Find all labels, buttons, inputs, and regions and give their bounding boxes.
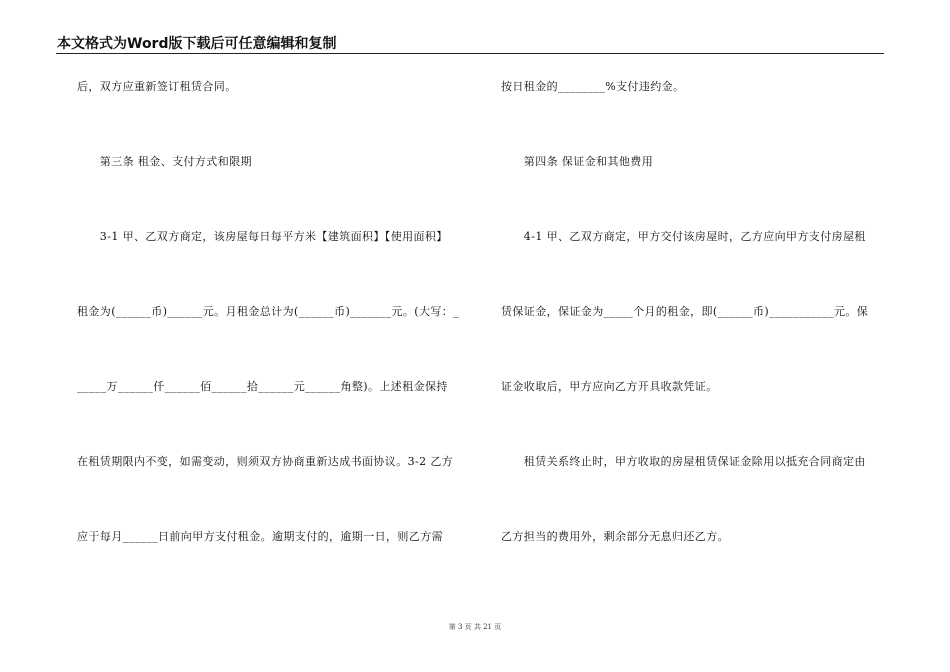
page-number: 第 3 页 共 21 页	[448, 623, 502, 631]
text-line: 证金收取后，甲方应向乙方开具收款凭证。	[501, 380, 718, 393]
text-line: 后，双方应重新签订租赁合同。	[77, 80, 237, 93]
text-line: 3-1 甲、乙双方商定，该房屋每日每平方米【建筑面积】【使用面积】	[77, 230, 448, 243]
section-heading: 第三条 租金、支付方式和限期	[77, 155, 252, 168]
right-column	[501, 0, 885, 672]
left-column	[77, 0, 467, 672]
text-line: 应于每月______日前向甲方支付租金。逾期支付的，逾期一日，则乙方需	[77, 530, 443, 543]
text-line: 按日租金的________%支付违约金。	[501, 80, 685, 93]
section-heading: 第四条 保证金和其他费用	[501, 155, 654, 168]
text-line: 赁保证金，保证金为_____个月的租金，即(______币)___________元。保	[501, 305, 869, 318]
text-line: 租金为(______币)______元。月租金总计为(______币)_______元。(大写：_	[77, 305, 460, 318]
text-line: 乙方担当的费用外，剩余部分无息归还乙方。	[501, 530, 729, 543]
text-line: 租赁关系终止时，甲方收取的房屋租赁保证金除用以抵充合同商定由	[501, 455, 866, 468]
header-title: 本文格式为Word版下载后可任意编辑和复制	[57, 36, 337, 52]
text-line: _____万______仟______佰______拾______元______角整)。上述租金保持	[77, 380, 448, 393]
text-line: 在租赁期限内不变，如需变动，则须双方协商重新达成书面协议。3-2 乙方	[77, 455, 454, 468]
text-line: 4-1 甲、乙双方商定，甲方交付该房屋时，乙方应向甲方支付房屋租	[501, 230, 866, 243]
